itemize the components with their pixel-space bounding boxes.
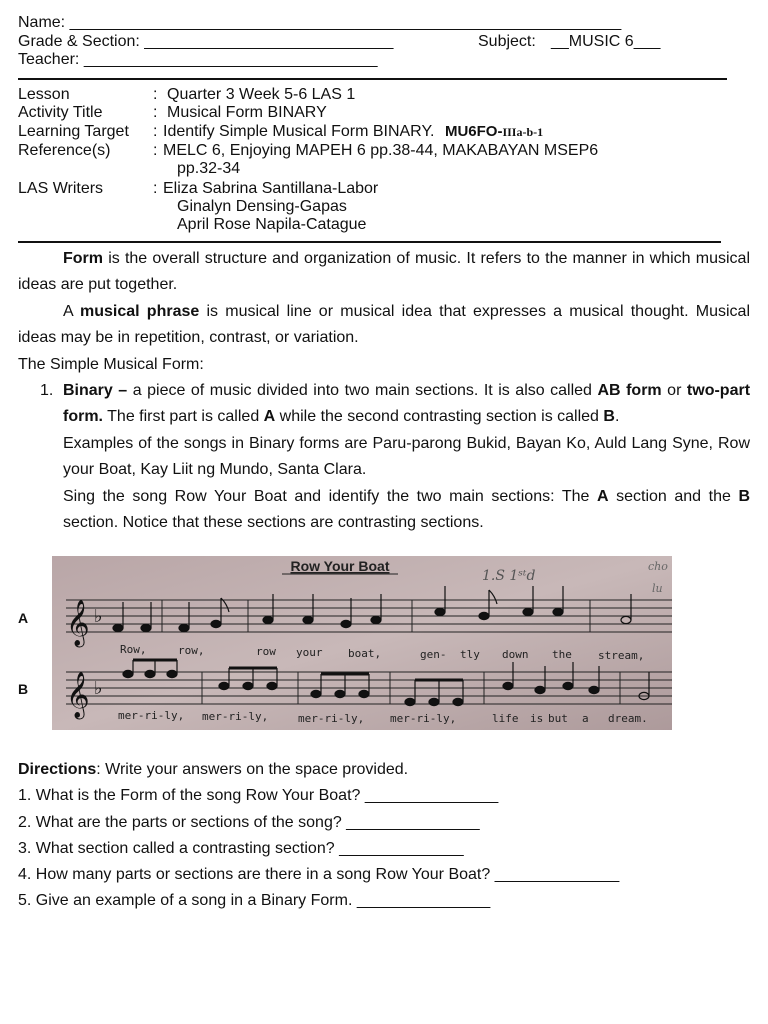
question-1[interactable]: 1. What is the Form of the song Row Your Boat? _______________: [18, 787, 499, 804]
competency-code: MU6FO-IIIa-b-1: [444, 123, 544, 140]
question-4[interactable]: 4. How many parts or sections are there in a song Row Your Boat? ______________: [18, 866, 620, 883]
colon: :: [153, 142, 158, 159]
simple-form-heading: The Simple Musical Form:: [18, 355, 204, 373]
flat-icon: ♭: [94, 606, 103, 627]
writer-1: Eliza Sabrina Santillana-Labor: [163, 180, 379, 197]
examples-text: Examples of the songs in Binary forms are Paru-parong Bukid, Bayan Ko, Auld Lang Syne, Row your Boat, Kay Liit ng Mundo, Santa Clara.: [63, 434, 750, 479]
directions: [18, 760, 408, 780]
sing-instruction: Sing the song Row Your Boat and identify the two main sections: The A section and the B section. Notice that these sections are contrasting sections.: [63, 487, 751, 532]
lyric-a-9: the: [552, 648, 572, 661]
learning-target-label: Learning Target: [18, 123, 129, 140]
lyric-a-10: stream,: [598, 649, 645, 662]
directions-text: : Write your answers on the space provided.: [96, 761, 409, 778]
teacher-field[interactable]: Teacher: _________________________________: [18, 51, 378, 68]
margin-note: 1.S 1ˢᵗd: [482, 568, 536, 584]
subject-label: Subject:: [478, 33, 536, 50]
lyric-b-7: but: [548, 712, 568, 725]
lyric-a-2: row,: [178, 644, 205, 657]
list-number: 1.: [40, 382, 54, 400]
lyric-a-7: tly: [460, 648, 480, 661]
margin-note-3: lu: [652, 582, 663, 595]
colon: :: [153, 123, 158, 140]
phrase-paragraph: A musical phrase is musical line or musical idea that expresses a musical thought. Musical ideas may be in repetition, contrast, or variation.: [18, 302, 750, 347]
lyric-a-8: down: [502, 648, 529, 661]
sheet-music-image: [52, 556, 672, 730]
lesson-label: Lesson: [18, 86, 70, 103]
references-value: MELC 6, Enjoying MAPEH 6 pp.38-44, MAKABAYAN MSEP6: [163, 142, 599, 159]
lyric-b-3: mer-ri-ly,: [298, 712, 365, 725]
question-2[interactable]: 2. What are the parts or sections of the song? _______________: [18, 814, 480, 831]
question-3[interactable]: 3. What section called a contrasting section? ______________: [18, 840, 464, 857]
lyric-b-2: mer-ri-ly,: [202, 710, 269, 723]
lyric-b-5: life: [492, 712, 519, 725]
lyric-b-9: dream.: [608, 712, 648, 725]
flat-b-icon: ♭: [94, 678, 103, 699]
learning-target-text: Identify Simple Musical Form BINARY.: [163, 123, 435, 140]
references-label: Reference(s): [18, 142, 111, 159]
lesson-body: [18, 246, 750, 536]
lesson-value: Quarter 3 Week 5-6 LAS 1: [167, 86, 356, 103]
writer-2: Ginalyn Densing-Gapas: [177, 198, 347, 215]
question-5[interactable]: 5. Give an example of a song in a Binary Form. _______________: [18, 892, 491, 909]
grade-section-field[interactable]: Grade & Section: ____________________________: [18, 33, 394, 50]
lyric-a-4: your: [296, 646, 323, 659]
lyric-b-1: mer-ri-ly,: [118, 709, 185, 722]
activity-title-label: Activity Title: [18, 104, 103, 121]
lyric-a-5: boat,: [348, 647, 382, 660]
treble-clef-b-icon: 𝄞: [66, 672, 90, 718]
las-writers-label: LAS Writers: [18, 180, 104, 197]
lyric-a-3: row: [256, 645, 276, 658]
directions-label: Directions: [18, 761, 97, 778]
writer-3: April Rose Napila-Catague: [177, 216, 367, 233]
lyric-b-8: a: [582, 712, 589, 725]
lyric-b-4: mer-ri-ly,: [390, 712, 457, 725]
divider-top: [18, 78, 727, 80]
form-paragraph: Form is the overall structure and organization of music. It refers to the manner in which musical ideas are put together.: [18, 250, 750, 294]
section-a-label: A: [18, 610, 29, 626]
lyric-b-6: is: [530, 712, 544, 725]
subject-value[interactable]: __MUSIC 6___: [551, 33, 661, 50]
sheet-title: Row Your Boat: [290, 558, 390, 574]
colon: :: [153, 104, 158, 121]
divider-bottom: [18, 241, 721, 243]
section-b-label: B: [18, 681, 29, 697]
activity-title-value: Musical Form BINARY: [167, 104, 327, 121]
references-value-2: pp.32-34: [177, 160, 241, 177]
colon: :: [153, 86, 158, 103]
treble-clef-icon: 𝄞: [66, 600, 90, 646]
lyric-a-1: Row,: [120, 643, 147, 656]
learning-target-value: [163, 122, 543, 142]
colon: :: [153, 180, 158, 197]
lyric-a-6: gen-: [420, 648, 447, 661]
margin-note-2: cho: [648, 560, 668, 573]
binary-list-item: 1. Binary – a piece of music divided into two main sections. It is also called AB form or two-part form. The first part is called A while the second contrasting section is called B. Examples of the songs in Binary forms are Paru-parong Bukid, Bayan Ko, Auld Lang Syne, Row your Boat, Kay Liit ng Mundo, Santa Clara. Sing the song Row Your Boat and identify the two main sections: The A section and the B section. Notice that these sections are contrasting sections.: [18, 378, 750, 536]
name-field[interactable]: Name: ______________________________________________________________: [18, 14, 622, 31]
